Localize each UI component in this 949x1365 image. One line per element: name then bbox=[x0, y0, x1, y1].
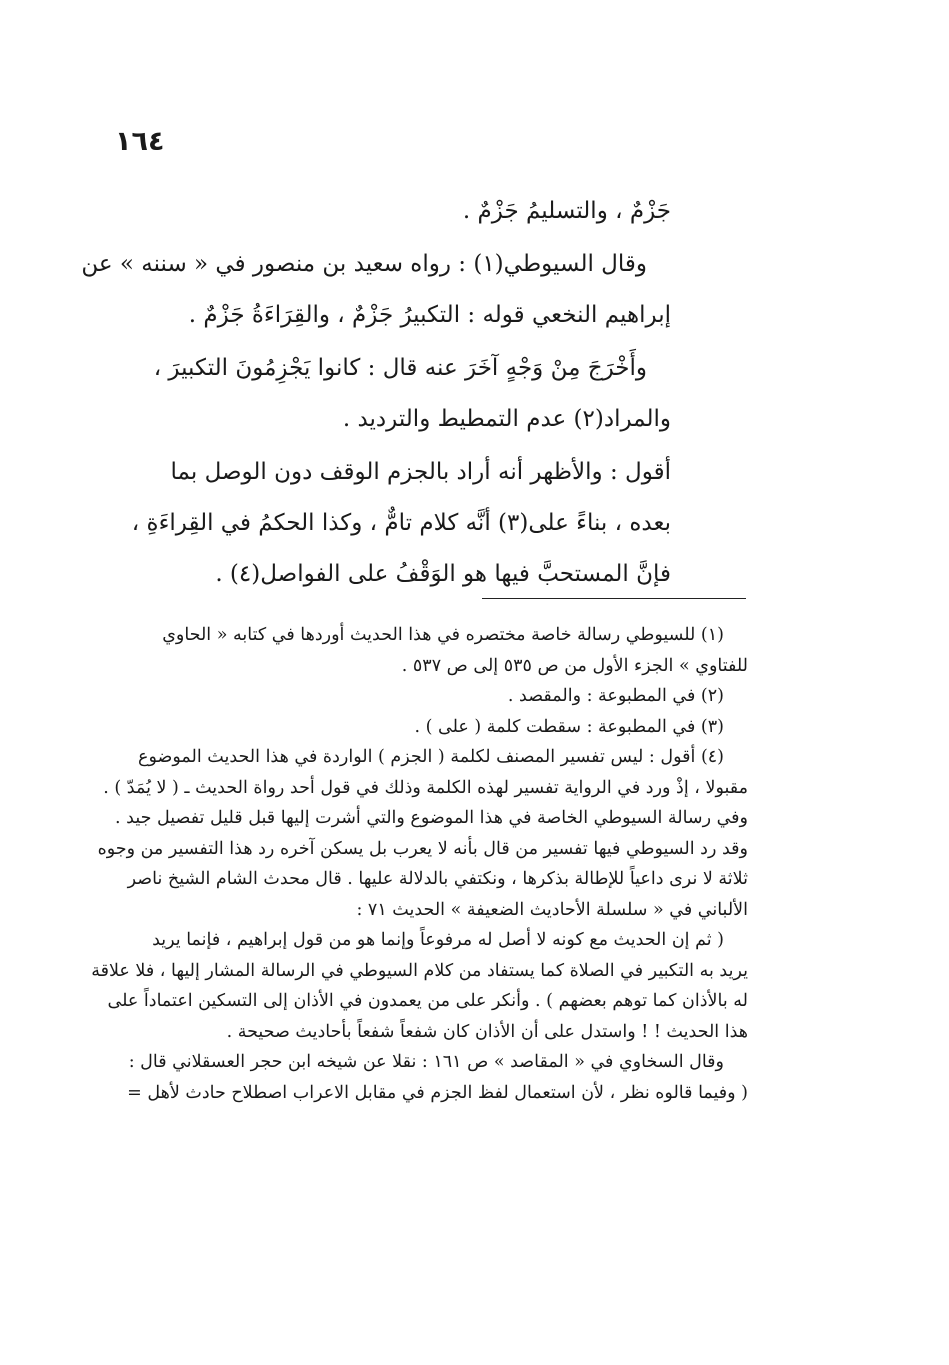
footnote-line: ( وفيما قالوه نظر ، لأن استعمال لفظ الجزم في مقابل الاعراب اصطلاح حادث لأهل = bbox=[127, 1082, 748, 1103]
footnote-line: له بالأذان كما توهم بعضهم ) . وأنكر على من يعمدون في الأذان إلى التسكين اعتماداً على bbox=[107, 991, 748, 1011]
footnote-line: ( ثم إن الحديث مع كونه لا أصل له مرفوعاً وإنما هو من قول إبراهيم ، فإنما يريد bbox=[152, 930, 724, 950]
footnote-line: هذا الحديث ! ! واستدل على أن الأذان كان شفعاً شفعاً بأحاديث صحيحة . bbox=[226, 1021, 748, 1042]
main-line: فإنَّ المستحبَّ فيها هو الوَقْفُ على الفواصل(٤) . bbox=[215, 561, 671, 587]
footnote-line: يريد به التكبير في الصلاة كما يستفاد من كلام السيوطي في الرسالة المشار إليها ، فلا علاقة bbox=[91, 960, 748, 981]
footnote-line: ثلاثة لا نرى داعياً للإطالة بذكرها ، ونكتفي بالدلالة عليها . قال محدث الشام الشيخ ناصر bbox=[127, 869, 748, 889]
footnote-line: (٣) في المطبوعة : سقطت كلمة ( على ) . bbox=[414, 716, 724, 737]
footnote-line: (١) للسيوطي رسالة خاصة مختصره في هذا الحديث أوردها في كتابه « الحاوي bbox=[162, 625, 724, 645]
footnote-line: (٢) في المطبوعة : والمقصد . bbox=[507, 686, 724, 706]
footnote-line: وفي رسالة السيوطي الخاصة في هذا الموضوع والتي أشرت إليها قبل قليل تفصيل جيد . bbox=[115, 808, 748, 828]
footnote-line: الألباني في « سلسلة الأحاديث الضعيفة » الحديث ٧١ : bbox=[356, 899, 748, 920]
main-line: أقول : والأظهر أنه أراد بالجزم الوقف دون الوصل بما bbox=[170, 459, 671, 485]
footnote-line: مقبولا ، إذْ ورد في الرواية تفسير لهذه الكلمة وذلك في قول أحد رواة الحديث ـ ( لا يُمَدّ ) . bbox=[103, 777, 748, 798]
main-line: والمراد(٢) عدم التمطيط والترديد . bbox=[342, 406, 671, 432]
main-line: وأَخْرَجَ مِنْ وَجْهٍ آخَرَ عنه قال : كانوا يَجْزِمُونَ التكبيرَ ، bbox=[153, 355, 647, 381]
footnote-line: للفتاوي » الجزء الأول من ص ٥٣٥ إلى ص ٥٣٧ . bbox=[401, 655, 748, 676]
footnote-divider bbox=[482, 598, 746, 599]
main-line: بعده ، بناءً على(٣) أنَّه كلام تامٌّ ، وكذا الحكمُ في القِراءَةِ ، bbox=[131, 510, 671, 536]
main-line: إبراهيم النخعي قوله : التكبيرُ جَزْمٌ ، والقِرَاءَةُ جَزْمٌ . bbox=[188, 302, 671, 328]
main-line: وقال السيوطي(١) : رواه سعيد بن منصور في « سننه » عن bbox=[81, 251, 647, 277]
main-line: جَزْمٌ ، والتسليمُ جَزْمٌ . bbox=[462, 198, 671, 224]
page-number: ١٦٤ bbox=[115, 126, 165, 157]
footnotes bbox=[76, 620, 748, 1108]
footnote-line: (٤) أقول : ليس تفسير المصنف لكلمة ( الجزم ) الواردة في هذا الحديث الموضوع bbox=[138, 747, 724, 767]
footnote-line: وقد رد السيوطي فيها تفسير من قال بأنه لا يعرب بل يسكن آخره رد هذا التفسير من وجوه bbox=[97, 838, 748, 859]
main-text bbox=[76, 186, 671, 600]
footnote-line: وقال السخاوي في « المقاصد » ص ١٦١ : نقلا عن شيخه ابن حجر العسقلاني قال : bbox=[128, 1052, 724, 1072]
